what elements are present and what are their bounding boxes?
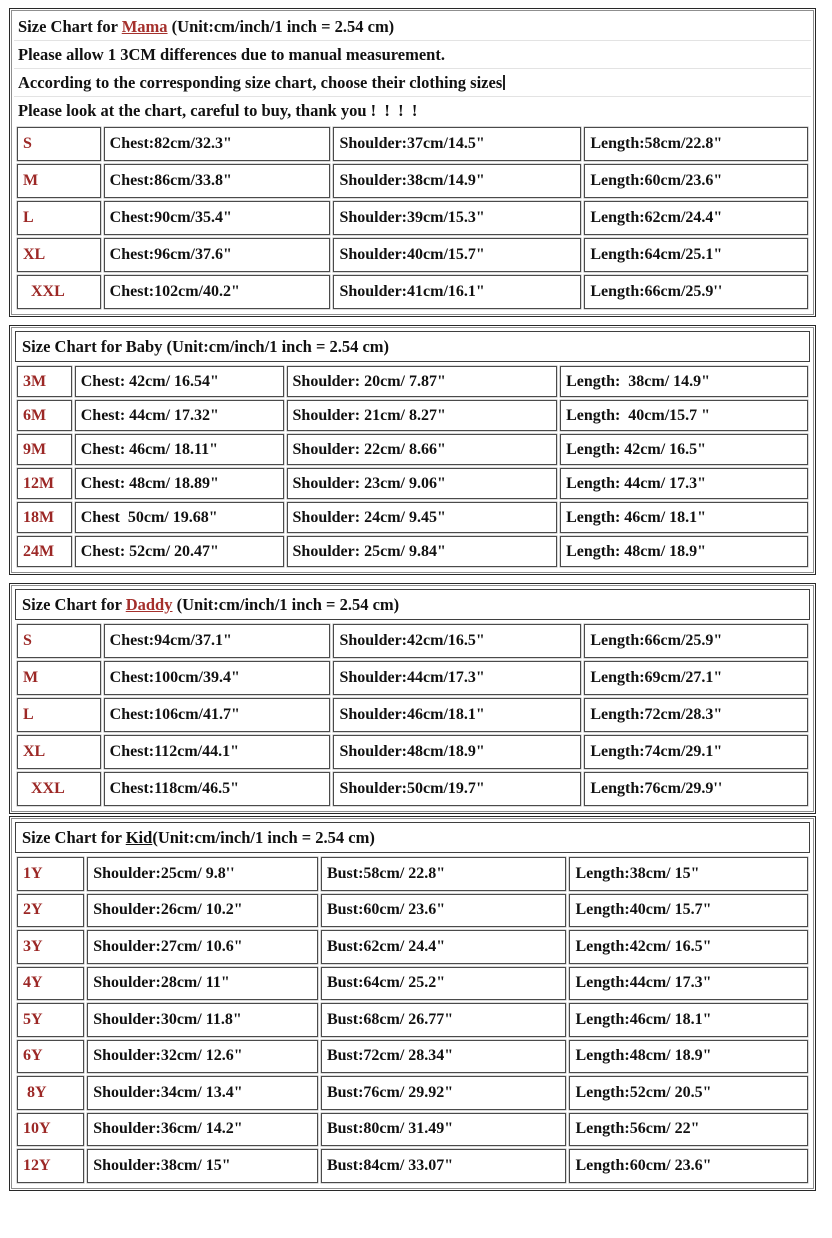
title-name-baby: Baby [125,337,163,356]
daddy-size-chart-block [9,583,816,814]
size-label-cell: 18M [17,502,72,533]
text-cursor [503,75,505,90]
measurement-cell: Chest:82cm/32.3" [104,127,331,161]
table-row [17,127,808,161]
size-label-cell: 2Y [17,894,84,928]
table-row [17,366,808,397]
measurement-cell: Length:58cm/22.8" [584,127,808,161]
measurement-cell: Shoulder:38cm/ 15" [87,1149,318,1183]
measurement-cell: Length:42cm/ 16.5" [569,930,808,964]
measurement-cell: Shoulder:28cm/ 11" [87,967,318,1001]
kid-size-table [14,854,811,1186]
measurement-cell: Shoulder:39cm/15.3" [333,201,581,235]
table-row [17,930,808,964]
measurement-cell: Shoulder:36cm/ 14.2" [87,1113,318,1147]
measurement-cell: Shoulder: 20cm/ 7.87" [287,366,558,397]
table-row [17,468,808,499]
mama-intro [14,13,811,124]
measurement-cell: Bust:68cm/ 26.77" [321,1003,567,1037]
title-prefix: Size Chart for [18,17,122,36]
size-label-cell: 4Y [17,967,84,1001]
measurement-cell: Length:48cm/ 18.9" [569,1040,808,1074]
measurement-cell: Shoulder:26cm/ 10.2" [87,894,318,928]
mama-section-title [14,13,811,41]
measurement-cell: Length:66cm/25.9" [584,624,808,658]
table-row [17,400,808,431]
daddy-size-table [14,621,811,809]
size-label-cell: 1Y [17,857,84,891]
title-name-kid: Kid [125,828,153,847]
measurement-cell: Chest: 44cm/ 17.32" [75,400,284,431]
title-name-daddy: Daddy [125,595,173,614]
note-measurement: Please allow 1 3CM differences due to manual measurement. [14,41,811,69]
measurement-cell: Shoulder:42cm/16.5" [333,624,581,658]
measurement-cell: Shoulder:50cm/19.7" [333,772,581,806]
measurement-cell: Length: 48cm/ 18.9" [560,536,808,567]
measurement-cell: Bust:62cm/ 24.4" [321,930,567,964]
note-choose-size: According to the corresponding size chart, choose their clothing sizes [14,69,811,97]
size-label-cell: M [17,164,101,198]
size-label-cell: M [17,661,101,695]
measurement-cell: Chest 50cm/ 19.68" [75,502,284,533]
size-label-cell: L [17,201,101,235]
measurement-cell: Chest:112cm/44.1" [104,735,331,769]
table-row [17,1076,808,1110]
table-row [17,1003,808,1037]
table-row [17,772,808,806]
title-prefix: Size Chart for [22,828,126,847]
size-label-cell: 9M [17,434,72,465]
measurement-cell: Chest:86cm/33.8" [104,164,331,198]
measurement-cell: Length:52cm/ 20.5" [569,1076,808,1110]
table-row [17,735,808,769]
measurement-cell: Shoulder:38cm/14.9" [333,164,581,198]
measurement-cell: Length:46cm/ 18.1" [569,1003,808,1037]
size-label-cell: 12Y [17,1149,84,1183]
title-name-mama: Mama [121,17,168,36]
measurement-cell: Chest: 52cm/ 20.47" [75,536,284,567]
measurement-cell: Length:69cm/27.1" [584,661,808,695]
measurement-cell: Bust:80cm/ 31.49" [321,1113,567,1147]
baby-section-title [15,331,810,362]
measurement-cell: Bust:84cm/ 33.07" [321,1149,567,1183]
measurement-cell: Length:74cm/29.1" [584,735,808,769]
measurement-cell: Chest:106cm/41.7" [104,698,331,732]
baby-size-chart-block [9,325,816,575]
size-label-cell: XL [17,735,101,769]
table-row [17,698,808,732]
kid-section-title [15,822,810,853]
size-label-cell: 6M [17,400,72,431]
measurement-cell: Length:64cm/25.1" [584,238,808,272]
measurement-cell: Length: 40cm/15.7 " [560,400,808,431]
table-row [17,164,808,198]
table-row [17,857,808,891]
measurement-cell: Length:38cm/ 15" [569,857,808,891]
measurement-cell: Length:44cm/ 17.3" [569,967,808,1001]
title-prefix: Size Chart for [22,595,126,614]
title-suffix: (Unit:cm/inch/1 inch = 2.54 cm) [162,337,390,356]
table-row [17,661,808,695]
measurement-cell: Bust:58cm/ 22.8" [321,857,567,891]
daddy-section-title [15,589,810,620]
table-row [17,238,808,272]
table-row [17,201,808,235]
table-row [17,502,808,533]
measurement-cell: Chest: 42cm/ 16.54" [75,366,284,397]
size-label-cell: XXL [17,772,101,806]
measurement-cell: Shoulder: 23cm/ 9.06" [287,468,558,499]
size-label-cell: XL [17,238,101,272]
measurement-cell: Chest:118cm/46.5" [104,772,331,806]
table-row [17,1113,808,1147]
measurement-cell: Shoulder:48cm/18.9" [333,735,581,769]
measurement-cell: Bust:64cm/ 25.2" [321,967,567,1001]
measurement-cell: Length:56cm/ 22" [569,1113,808,1147]
measurement-cell: Bust:60cm/ 23.6" [321,894,567,928]
table-row [17,1149,808,1183]
size-label-cell: 6Y [17,1040,84,1074]
measurement-cell: Length:60cm/ 23.6" [569,1149,808,1183]
table-row [17,536,808,567]
measurement-cell: Shoulder: 22cm/ 8.66" [287,434,558,465]
measurement-cell: Shoulder:25cm/ 9.8'' [87,857,318,891]
measurement-cell: Shoulder:30cm/ 11.8" [87,1003,318,1037]
measurement-cell: Shoulder:41cm/16.1" [333,275,581,309]
measurement-cell: Chest:94cm/37.1" [104,624,331,658]
table-row [17,275,808,309]
measurement-cell: Length: 44cm/ 17.3" [560,468,808,499]
size-label-cell: 8Y [17,1076,84,1110]
table-row [17,894,808,928]
measurement-cell: Shoulder: 24cm/ 9.45" [287,502,558,533]
measurement-cell: Shoulder:40cm/15.7" [333,238,581,272]
measurement-cell: Chest: 46cm/ 18.11" [75,434,284,465]
measurement-cell: Length:40cm/ 15.7" [569,894,808,928]
measurement-cell: Shoulder: 21cm/ 8.27" [287,400,558,431]
size-label-cell: 3Y [17,930,84,964]
measurement-cell: Chest:100cm/39.4" [104,661,331,695]
size-label-cell: 12M [17,468,72,499]
size-label-cell: L [17,698,101,732]
measurement-cell: Bust:72cm/ 28.34" [321,1040,567,1074]
measurement-cell: Length: 38cm/ 14.9" [560,366,808,397]
measurement-cell: Bust:76cm/ 29.92" [321,1076,567,1110]
table-row [17,967,808,1001]
measurement-cell: Length:60cm/23.6" [584,164,808,198]
kid-size-chart-block [9,816,816,1191]
size-label-cell: 24M [17,536,72,567]
measurement-cell: Chest:96cm/37.6" [104,238,331,272]
measurement-cell: Length: 46cm/ 18.1" [560,502,808,533]
title-suffix: (Unit:cm/inch/1 inch = 2.54 cm) [152,828,375,847]
table-row [17,624,808,658]
note-thank-you: Please look at the chart, careful to buy, thank you ! ! ! ! [18,101,418,120]
measurement-cell: Chest: 48cm/ 18.89" [75,468,284,499]
measurement-cell: Shoulder:32cm/ 12.6" [87,1040,318,1074]
table-row [17,434,808,465]
measurement-cell: Shoulder: 25cm/ 9.84" [287,536,558,567]
measurement-cell: Chest:90cm/35.4" [104,201,331,235]
title-prefix: Size Chart for [22,337,126,356]
measurement-cell: Shoulder:37cm/14.5" [333,127,581,161]
measurement-cell: Shoulder:46cm/18.1" [333,698,581,732]
baby-size-table [14,363,811,570]
measurement-cell: Shoulder:27cm/ 10.6" [87,930,318,964]
size-label-cell: S [17,624,101,658]
measurement-cell: Shoulder:44cm/17.3" [333,661,581,695]
measurement-cell: Length:72cm/28.3" [584,698,808,732]
table-row [17,1040,808,1074]
measurement-cell: Length: 42cm/ 16.5" [560,434,808,465]
size-label-cell: 5Y [17,1003,84,1037]
size-label-cell: 3M [17,366,72,397]
measurement-cell: Chest:102cm/40.2" [104,275,331,309]
size-label-cell: S [17,127,101,161]
size-label-cell: XXL [17,275,101,309]
mama-size-table [14,124,811,312]
title-suffix: (Unit:cm/inch/1 inch = 2.54 cm) [172,595,400,614]
measurement-cell: Shoulder:34cm/ 13.4" [87,1076,318,1110]
size-label-cell: 10Y [17,1113,84,1147]
measurement-cell: Length:62cm/24.4" [584,201,808,235]
measurement-cell: Length:76cm/29.9'' [584,772,808,806]
measurement-cell: Length:66cm/25.9'' [584,275,808,309]
title-suffix: (Unit:cm/inch/1 inch = 2.54 cm) [167,17,395,36]
mama-size-chart-block [9,8,816,317]
